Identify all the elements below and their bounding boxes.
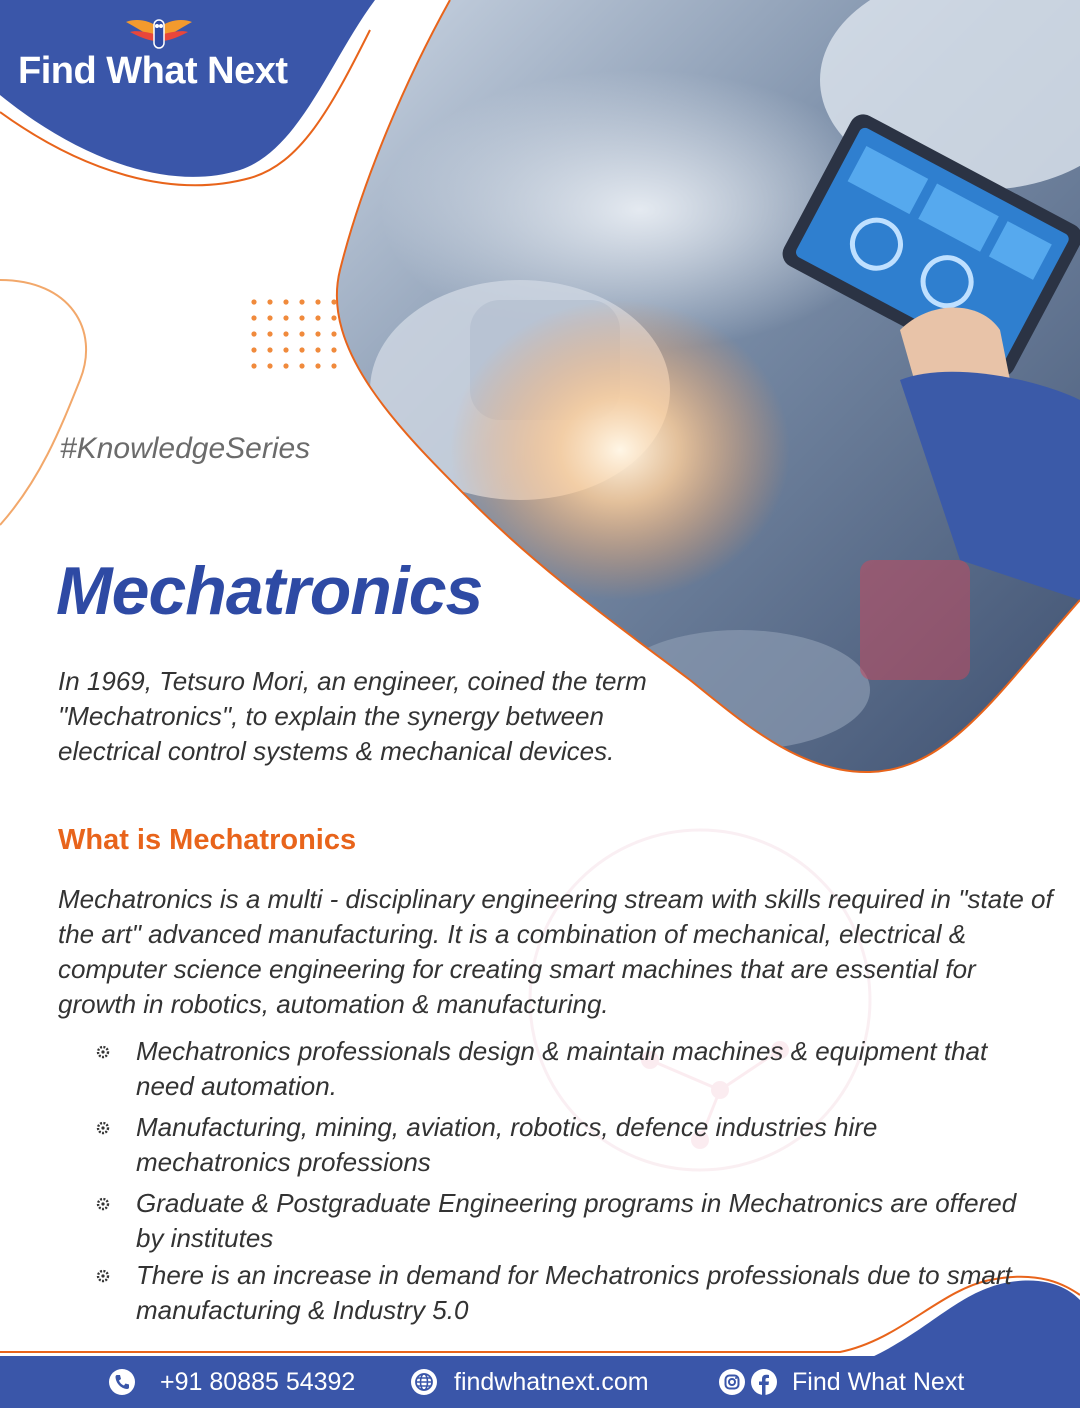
footer-phone[interactable]: [108, 1366, 355, 1398]
phone-icon: [108, 1368, 136, 1396]
intro-paragraph: In 1969, Tetsuro Mori, an engineer, coined the term "Mechatronics", to explain the synergy between electrical control systems & mechanical devices.: [58, 666, 647, 766]
side-curve: [0, 280, 86, 525]
hashtag-tagline: #KnowledgeSeries: [60, 432, 311, 465]
robot-arm-photo: [300, 0, 1080, 780]
list-item: [96, 1034, 1026, 1104]
gear-icon: [96, 1269, 110, 1283]
section-body: Mechatronics is a multi - disciplinary engineering stream with skills required in "state of the art" advanced manufacturing. It is a combination of mechanical, electrical & computer science engineering for creating smart machines that are essential for growth in robotics, automation & manufacturing.: [58, 884, 1053, 1019]
gear-icon: [96, 1121, 110, 1135]
bullet-text: Graduate & Postgraduate Engineering programs in Mechatronics are offered by institutes: [136, 1188, 1017, 1253]
footer-bar: [0, 1356, 1080, 1408]
gear-icon: [96, 1197, 110, 1211]
dot-grid: [251, 299, 336, 368]
footer-social[interactable]: [718, 1366, 964, 1398]
page-title: Mechatronics: [56, 553, 483, 629]
list-item: [96, 1186, 1026, 1256]
gear-icon: [96, 1045, 110, 1059]
list-item: [96, 1258, 1026, 1328]
section-heading: What is Mechatronics: [58, 824, 357, 856]
list-item: [96, 1110, 1026, 1180]
footer-website[interactable]: [410, 1366, 649, 1398]
website-url: findwhatnext.com: [454, 1367, 649, 1396]
facebook-icon[interactable]: [750, 1368, 778, 1396]
brand-name: Find What Next: [18, 50, 288, 92]
social-handle: Find What Next: [792, 1367, 965, 1396]
bullet-list: [96, 1034, 1026, 1328]
bullet-text: Mechatronics professionals design & maintain machines & equipment that need automation.: [136, 1036, 988, 1101]
instagram-icon[interactable]: [718, 1368, 746, 1396]
globe-icon: [410, 1368, 438, 1396]
phone-number: +91 80885 54392: [160, 1367, 356, 1396]
winged-owl-logo-icon: [124, 14, 194, 50]
bullet-text: Manufacturing, mining, aviation, robotics, defence industries hire mechatronics professions: [136, 1112, 878, 1177]
bullet-text: There is an increase in demand for Mechatronics professionals due to smart manufacturing & Industry 5.0: [136, 1260, 1012, 1325]
